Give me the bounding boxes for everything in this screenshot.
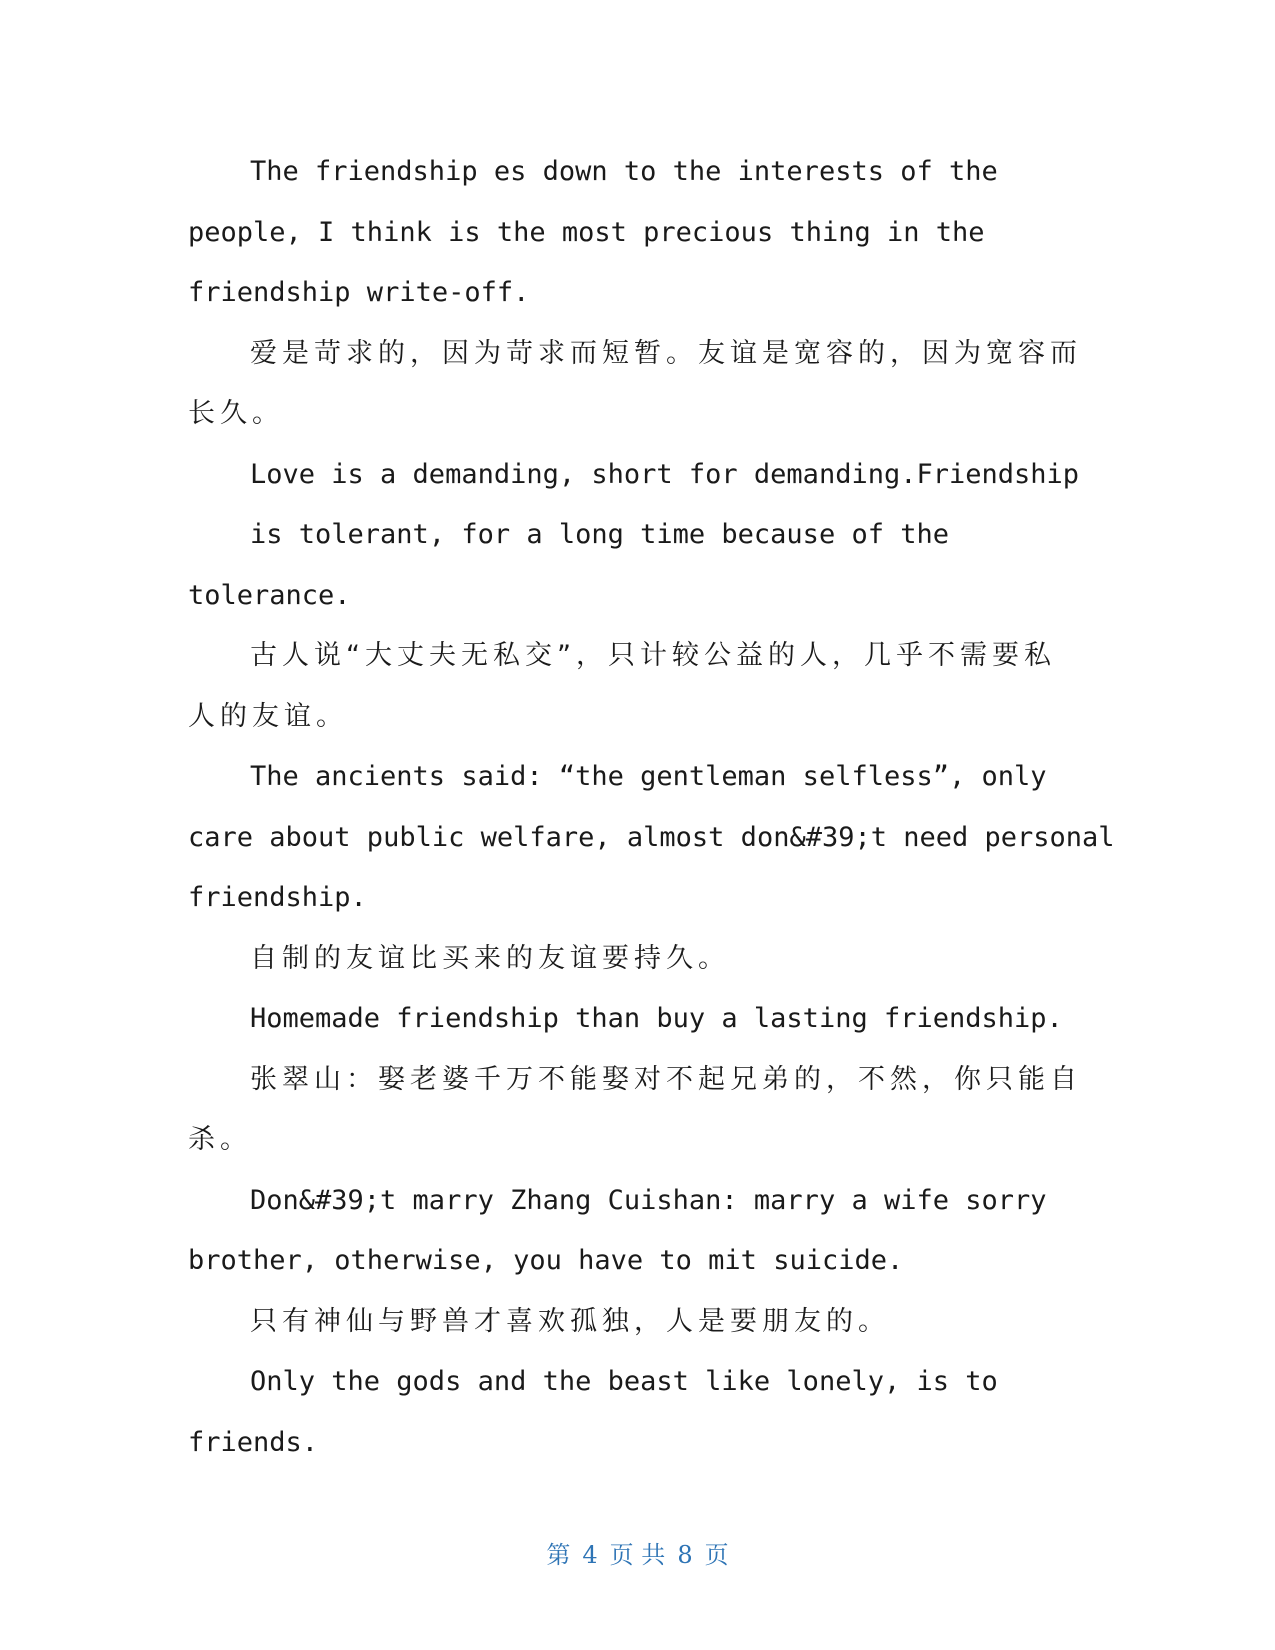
text-line: care about public welfare, almost don&#39;t need personal — [188, 821, 1115, 853]
footer-prefix: 第 — [546, 1541, 571, 1569]
text-line: Love is a demanding, short for demanding.Friendship — [250, 458, 1080, 490]
text-line: 自制的友谊比买来的友谊要持久。 — [250, 942, 730, 974]
document-body — [188, 142, 1115, 1473]
text-line: 人的友谊。 — [188, 700, 348, 732]
footer-total-pages: 8 — [677, 1541, 693, 1569]
text-line: 只有神仙与野兽才喜欢孤独，人是要朋友的。 — [250, 1305, 890, 1337]
text-line: The ancients said: “the gentleman selfless”, only — [250, 761, 1047, 792]
text-line: The friendship es down to the interests of the — [250, 156, 998, 187]
text-line: 张翠山：娶老婆千万不能娶对不起兄弟的，不然，你只能自 — [250, 1063, 1082, 1095]
footer-current-page: 4 — [582, 1541, 598, 1569]
text-line: Don&#39;t marry Zhang Cuishan: marry a wife sorry — [250, 1184, 1047, 1216]
footer-middle: 页 共 — [609, 1541, 666, 1569]
footer-suffix: 页 — [704, 1541, 729, 1569]
page-footer — [0, 1535, 1275, 1570]
text-line: 杀。 — [188, 1124, 252, 1155]
text-line: friends. — [188, 1426, 319, 1458]
text-line: is tolerant, for a long time because of the — [250, 519, 949, 550]
text-line: 爱是苛求的，因为苛求而短暂。友谊是宽容的，因为宽容而 — [250, 337, 1082, 369]
text-line: 古人说“大丈夫无私交”，只计较公益的人，几乎不需要私 — [250, 640, 1056, 671]
text-line: brother, otherwise, you have to mit suicide. — [188, 1245, 904, 1276]
text-line: people, I think is the most precious thing in the — [188, 216, 985, 248]
text-line: 长久。 — [188, 398, 284, 429]
text-line: Only the gods and the beast like lonely, is to — [250, 1366, 998, 1397]
text-line: Homemade friendship than buy a lasting friendship. — [250, 1003, 1063, 1034]
text-line: friendship. — [188, 882, 367, 913]
text-line: friendship write-off. — [188, 277, 530, 308]
text-line: tolerance. — [188, 579, 351, 611]
